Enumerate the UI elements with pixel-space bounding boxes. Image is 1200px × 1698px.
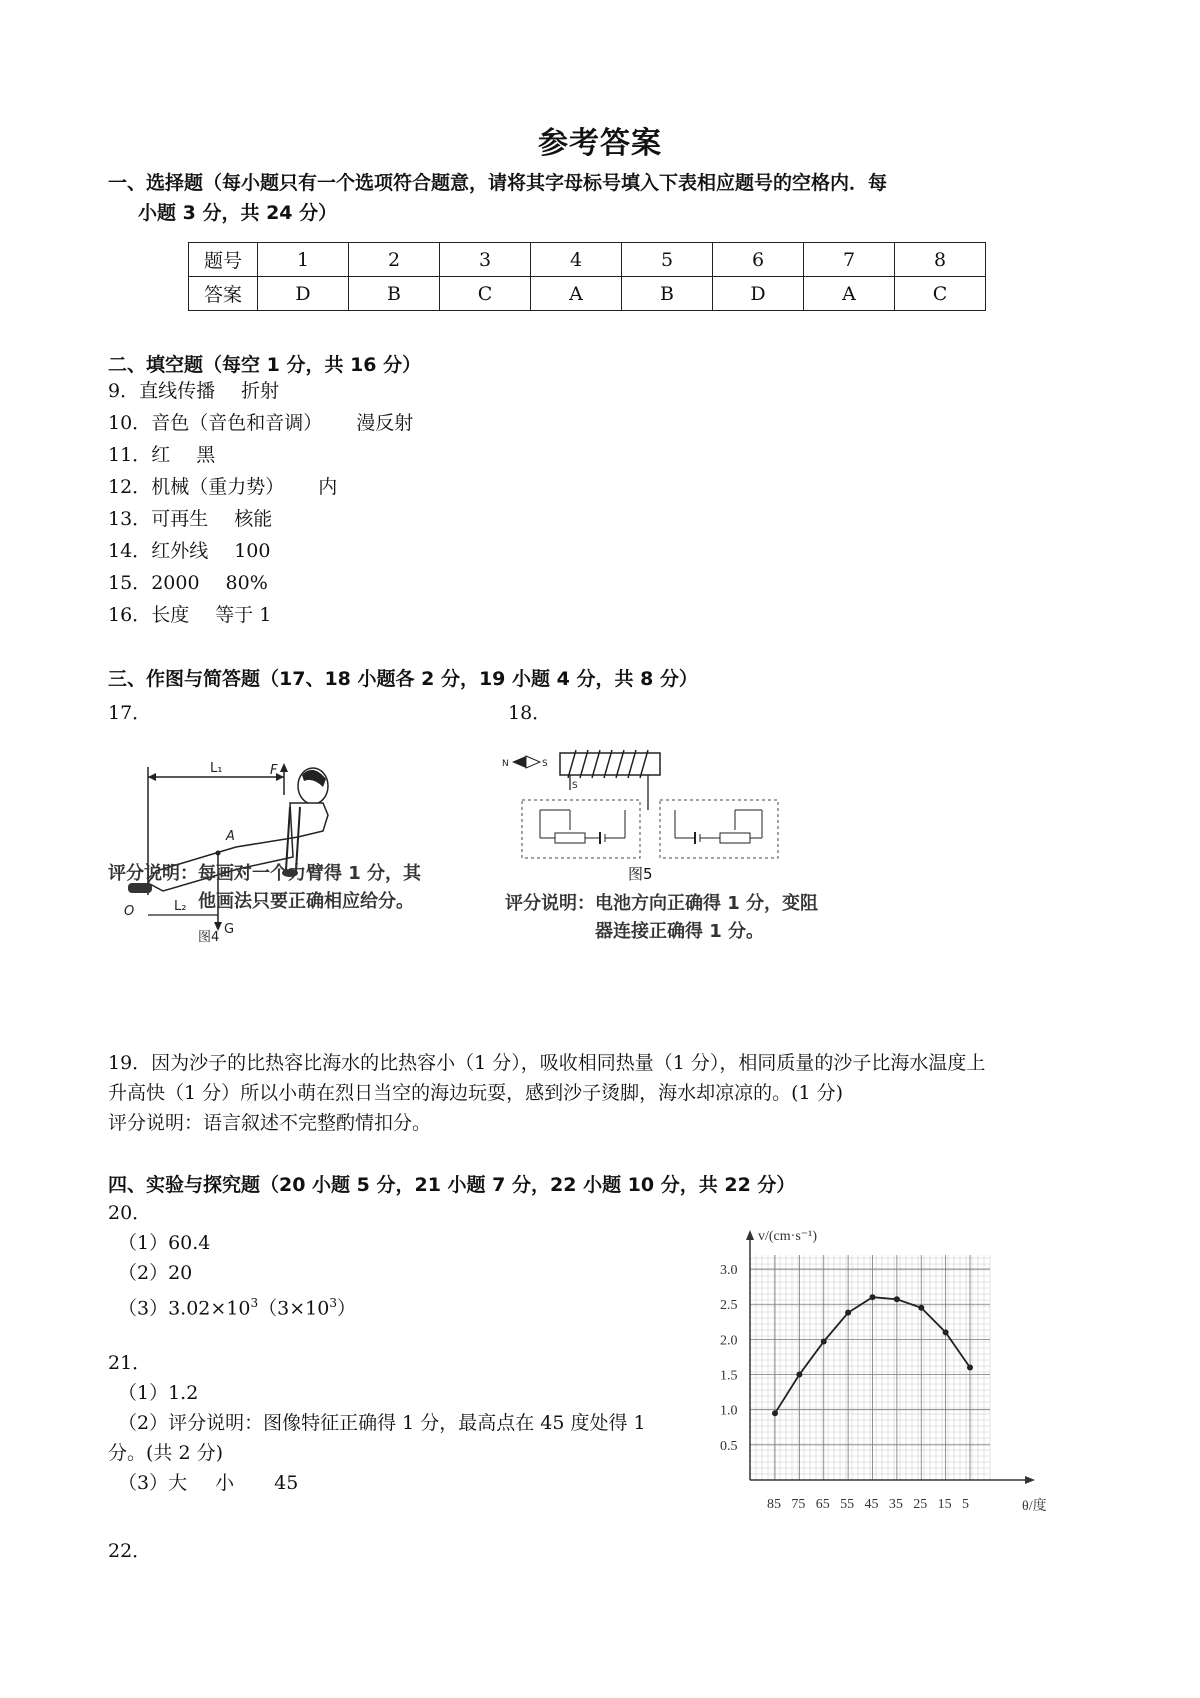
section2-heading: 二、填空题（每空 1 分，共 16 分） bbox=[108, 354, 422, 376]
q20-part3-alt: （3×10 bbox=[258, 1297, 330, 1320]
question-19-note: 评分说明：语言叙述不完整酌情扣分。 bbox=[108, 1112, 432, 1134]
x-tick-label: 35 bbox=[888, 1497, 903, 1512]
q20-part3-end: ） bbox=[336, 1297, 356, 1320]
table-cell: A bbox=[531, 277, 622, 311]
question-22-label: 22． bbox=[108, 1540, 152, 1562]
section1-heading-line2: 小题 3 分，共 24 分） bbox=[138, 202, 338, 224]
item-answer-b: 黑 bbox=[196, 444, 216, 466]
question-20-label: 20． bbox=[108, 1202, 152, 1224]
data-point bbox=[845, 1310, 851, 1316]
item-answer-a: 直线传播 bbox=[139, 380, 216, 402]
item-number: 12． bbox=[108, 476, 152, 498]
question-20-part2: （2）20 bbox=[118, 1262, 193, 1284]
question-21-part1: （1）1.2 bbox=[118, 1382, 199, 1404]
section4-heading: 四、实验与探究题（20 小题 5 分，21 小题 7 分，22 小题 10 分，共 22 分） bbox=[108, 1174, 796, 1196]
list-item bbox=[108, 474, 413, 506]
question-19-line1: 19．因为沙子的比热容比海水的比热容小（1 分），吸收相同热量（1 分），相同质量的沙子比海水温度上 bbox=[108, 1052, 986, 1074]
label-force-f: F bbox=[270, 763, 278, 778]
x-tick-label: 25 bbox=[913, 1497, 928, 1512]
x-tick-label: 45 bbox=[864, 1497, 879, 1512]
y-tick-label: 3.0 bbox=[720, 1263, 738, 1279]
question-21-label: 21． bbox=[108, 1352, 152, 1374]
item-answer-a: 2000 bbox=[151, 572, 200, 594]
table-cell: C bbox=[895, 277, 986, 311]
section3-heading: 三、作图与简答题（17、18 小题各 2 分，19 小题 4 分，共 8 分） bbox=[108, 668, 698, 690]
figure-5-note-line1: 评分说明：电池方向正确得 1 分，变阻 bbox=[505, 893, 819, 914]
table-cell: 1 bbox=[258, 243, 349, 277]
item-answer-b: 漫反射 bbox=[356, 412, 414, 434]
q21-part3-b: 小 bbox=[215, 1472, 235, 1494]
q21-part3-c: 45 bbox=[274, 1472, 299, 1494]
item-number: 9． bbox=[108, 380, 140, 402]
table-cell: D bbox=[258, 277, 349, 311]
item-number: 14． bbox=[108, 540, 152, 562]
x-axis-arrow bbox=[1025, 1476, 1035, 1484]
item-answer-a: 红 bbox=[151, 444, 171, 466]
label-s: S bbox=[542, 759, 548, 769]
question-21-part2-line2: 分。(共 2 分) bbox=[108, 1442, 223, 1464]
item-answer-a: 长度 bbox=[151, 604, 190, 626]
q20-part3-alt-exponent: 3 bbox=[329, 1296, 337, 1310]
question-20-part1: （1）60.4 bbox=[118, 1232, 211, 1254]
table-row-numbers bbox=[189, 243, 986, 277]
x-tick-label: 75 bbox=[791, 1497, 806, 1512]
question-21-part3 bbox=[118, 1470, 298, 1496]
table-cell: C bbox=[440, 277, 531, 311]
data-point bbox=[894, 1296, 900, 1302]
table-row-label: 题号 bbox=[189, 243, 258, 277]
figure-5-electromagnet-circuit bbox=[502, 750, 830, 860]
x-tick-label: 65 bbox=[815, 1497, 830, 1512]
y-tick-label: 0.5 bbox=[720, 1438, 738, 1454]
data-point bbox=[943, 1329, 949, 1335]
list-item bbox=[108, 378, 413, 410]
y-axis-label: v/(cm·s⁻¹) bbox=[758, 1229, 818, 1244]
table-cell: 4 bbox=[531, 243, 622, 277]
label-g: G bbox=[224, 922, 235, 937]
y-axis-arrow bbox=[746, 1230, 754, 1240]
label-l2: L₂ bbox=[174, 899, 187, 914]
q20-part3-exponent: 3 bbox=[250, 1296, 259, 1310]
q21-part3-a: （3）大 bbox=[118, 1472, 188, 1494]
figure-5-note-line2: 器连接正确得 1 分。 bbox=[595, 921, 765, 942]
data-point bbox=[918, 1305, 924, 1311]
label-o: O bbox=[124, 904, 135, 919]
data-point bbox=[870, 1294, 876, 1300]
question-19-line2: 升高快（1 分）所以小萌在烈日当空的海边玩耍，感到沙子烫脚，海水却凉凉的。(1 分) bbox=[108, 1082, 844, 1104]
question-18-label: 18． bbox=[508, 702, 552, 724]
table-row-label: 答案 bbox=[189, 277, 258, 311]
item-answer-a: 可再生 bbox=[151, 508, 209, 530]
table-cell: 7 bbox=[804, 243, 895, 277]
data-point bbox=[821, 1338, 827, 1344]
question-20-part3 bbox=[118, 1290, 356, 1321]
item-answer-b: 80% bbox=[225, 572, 268, 594]
y-tick-label: 2.0 bbox=[720, 1333, 738, 1349]
item-answer-b: 100 bbox=[234, 540, 271, 562]
item-answer-b: 核能 bbox=[234, 508, 273, 530]
table-cell: B bbox=[622, 277, 713, 311]
question-21-part2-line1: （2）评分说明：图像特征正确得 1 分，最高点在 45 度处得 1 bbox=[118, 1412, 646, 1434]
item-number: 10． bbox=[108, 412, 152, 434]
x-tick-label: 55 bbox=[840, 1497, 855, 1512]
item-answer-b: 内 bbox=[318, 476, 338, 498]
figure-4-caption: 图4 bbox=[198, 930, 220, 945]
table-cell: 8 bbox=[895, 243, 986, 277]
chart-svg bbox=[690, 1225, 1050, 1525]
answer-table bbox=[188, 242, 986, 311]
list-item bbox=[108, 570, 413, 602]
item-answer-a: 音色（音色和音调） bbox=[151, 412, 323, 434]
item-answer-b: 折射 bbox=[241, 380, 280, 402]
item-number: 15． bbox=[108, 572, 152, 594]
velocity-angle-chart bbox=[690, 1225, 1050, 1529]
table-cell: 3 bbox=[440, 243, 531, 277]
fill-in-answers bbox=[108, 378, 413, 634]
figure-5-caption: 图5 bbox=[628, 865, 653, 883]
label-l1: L₁ bbox=[210, 761, 223, 776]
table-row-answers bbox=[189, 277, 986, 311]
figure-4-pushup-lever bbox=[118, 755, 478, 945]
table-cell: D bbox=[713, 277, 804, 311]
list-item bbox=[108, 602, 413, 634]
figure-4-note-line2: 他画法只要正确相应给分。 bbox=[198, 891, 414, 912]
x-axis-label: θ/度 bbox=[1022, 1499, 1047, 1514]
item-number: 11． bbox=[108, 444, 152, 466]
label-switch-s: S bbox=[572, 781, 578, 791]
question-17-label: 17． bbox=[108, 702, 152, 724]
data-point bbox=[796, 1372, 802, 1378]
table-cell: 6 bbox=[713, 243, 804, 277]
x-tick-label: 15 bbox=[937, 1497, 952, 1512]
item-answer-b: 等于 1 bbox=[215, 604, 272, 626]
list-item bbox=[108, 538, 413, 570]
section1-heading-line1: 一、选择题（每小题只有一个选项符合题意，请将其字母标号填入下表相应题号的空格内．每 bbox=[108, 172, 888, 194]
item-number: 16． bbox=[108, 604, 152, 626]
x-tick-label: 85 bbox=[767, 1497, 781, 1512]
x-tick-label: 5 bbox=[962, 1497, 969, 1512]
table-cell: 2 bbox=[349, 243, 440, 277]
y-tick-label: 2.5 bbox=[720, 1298, 738, 1314]
figure-4-note-line1: 评分说明：每画对一个力臂得 1 分，其 bbox=[108, 863, 422, 884]
table-cell: A bbox=[804, 277, 895, 311]
label-a: A bbox=[226, 829, 235, 844]
item-answer-a: 红外线 bbox=[151, 540, 209, 562]
table-cell: 5 bbox=[622, 243, 713, 277]
page-title: 参考答案 bbox=[538, 126, 662, 161]
data-point bbox=[967, 1365, 973, 1371]
y-tick-label: 1.0 bbox=[720, 1403, 738, 1419]
q20-part3-value: （3）3.02×10 bbox=[118, 1297, 251, 1320]
item-number: 13． bbox=[108, 508, 152, 530]
y-tick-label: 1.5 bbox=[720, 1368, 738, 1384]
label-n: N bbox=[502, 759, 509, 769]
list-item bbox=[108, 506, 413, 538]
data-point bbox=[772, 1410, 778, 1416]
list-item bbox=[108, 410, 413, 442]
table-cell: B bbox=[349, 277, 440, 311]
list-item bbox=[108, 442, 413, 474]
item-answer-a: 机械（重力势） bbox=[151, 476, 285, 498]
